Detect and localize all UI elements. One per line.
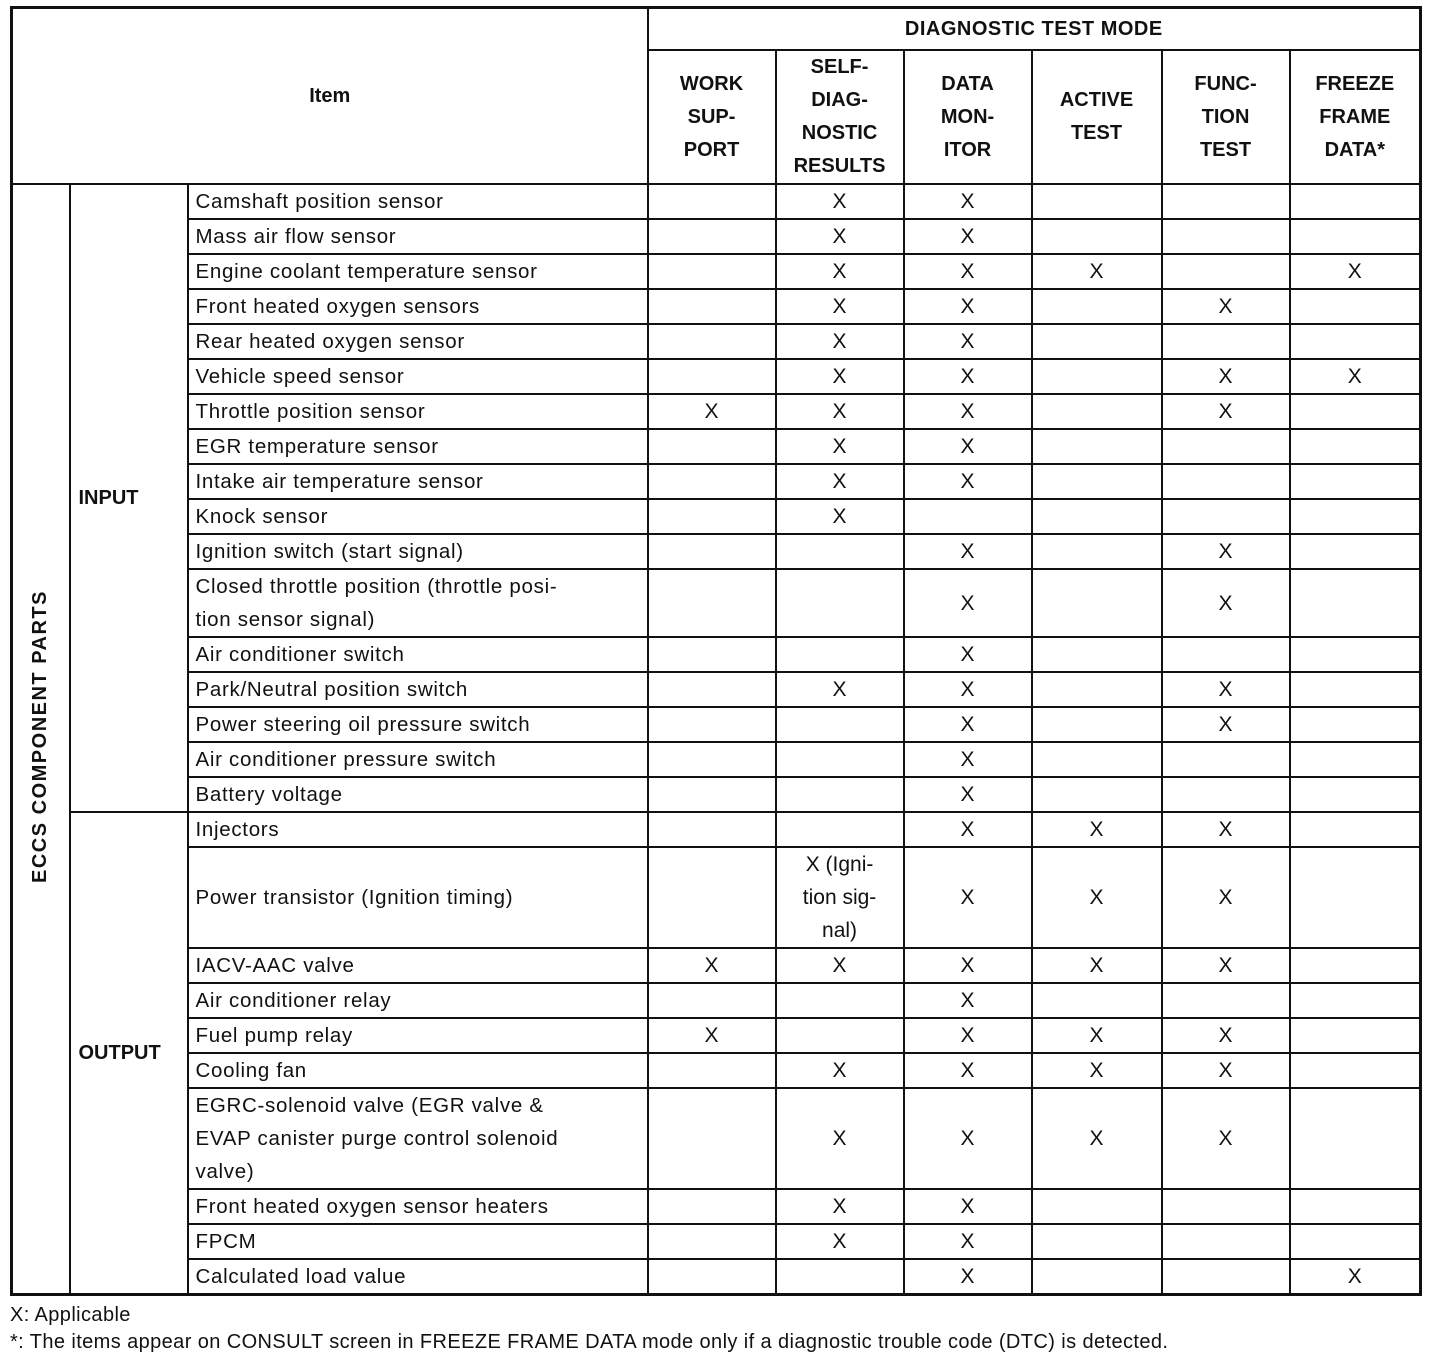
item-cell xyxy=(188,1088,648,1189)
table-row xyxy=(12,254,1421,289)
item-line: Closed throttle position (throttle posi- xyxy=(195,575,558,598)
item-cell xyxy=(188,812,648,847)
mark-freeze-frame-data xyxy=(1290,464,1421,499)
col-header-line: MON- xyxy=(940,105,995,128)
mark-self-diagnostic-results: X xyxy=(776,289,904,324)
mark-function-test xyxy=(1162,1189,1290,1224)
mark-function-test xyxy=(1162,983,1290,1018)
mark-work-support: X xyxy=(648,948,776,983)
mark-active-test xyxy=(1032,289,1162,324)
mark-active-test xyxy=(1032,464,1162,499)
table-row xyxy=(12,219,1421,254)
mark-work-support xyxy=(648,569,776,637)
table-row xyxy=(12,569,1421,637)
mark-freeze-frame-data xyxy=(1290,429,1421,464)
mark-freeze-frame-data xyxy=(1290,289,1421,324)
col-header-line: ACTIVE xyxy=(1059,89,1134,111)
item-cell xyxy=(188,777,648,812)
mark-data-monitor: X xyxy=(904,324,1032,359)
mark-self-diagnostic-results xyxy=(776,534,904,569)
mark-function-test xyxy=(1162,254,1290,289)
item-line: Engine coolant temperature sensor xyxy=(195,260,538,283)
mark-function-test xyxy=(1162,184,1290,219)
mark-active-test xyxy=(1032,534,1162,569)
mark-work-support xyxy=(648,672,776,707)
mark-self-diagnostic-results: X xyxy=(776,429,904,464)
mark-freeze-frame-data xyxy=(1290,219,1421,254)
col-header-line: TEST xyxy=(1199,138,1252,161)
item-cell xyxy=(188,742,648,777)
mark-data-monitor: X xyxy=(904,707,1032,742)
mark-self-diagnostic-results xyxy=(776,742,904,777)
mark-data-monitor: X xyxy=(904,394,1032,429)
table-row xyxy=(12,707,1421,742)
mark-data-monitor: X xyxy=(904,464,1032,499)
mark-active-test xyxy=(1032,672,1162,707)
mark-self-diagnostic-results xyxy=(776,637,904,672)
table-row xyxy=(12,359,1421,394)
item-line: Camshaft position sensor xyxy=(195,190,444,213)
col-header-line: FUNC- xyxy=(1194,72,1257,95)
item-line: Vehicle speed sensor xyxy=(195,365,405,388)
mark-self-diagnostic-results: X xyxy=(776,1189,904,1224)
mark-freeze-frame-data xyxy=(1290,847,1421,948)
table-row xyxy=(12,777,1421,812)
mark-data-monitor: X xyxy=(904,742,1032,777)
mark-freeze-frame-data: X xyxy=(1290,359,1421,394)
mark-data-monitor xyxy=(904,499,1032,534)
mark-function-test xyxy=(1162,742,1290,777)
item-line: Front heated oxygen sensors xyxy=(195,295,480,318)
mark-freeze-frame-data xyxy=(1290,1018,1421,1053)
col-header-line: WORK xyxy=(679,72,744,95)
mark-function-test xyxy=(1162,324,1290,359)
mark-data-monitor: X xyxy=(904,637,1032,672)
mark-active-test xyxy=(1032,569,1162,637)
mark-self-diagnostic-results: X xyxy=(776,359,904,394)
item-line: EGR temperature sensor xyxy=(195,435,439,458)
mark-function-test: X xyxy=(1162,534,1290,569)
mark-freeze-frame-data xyxy=(1290,324,1421,359)
mark-data-monitor: X xyxy=(904,812,1032,847)
mark-active-test xyxy=(1032,324,1162,359)
mark-active-test xyxy=(1032,429,1162,464)
mark-freeze-frame-data xyxy=(1290,1224,1421,1259)
mark-function-test: X xyxy=(1162,847,1290,948)
mark-data-monitor: X xyxy=(904,1018,1032,1053)
item-cell xyxy=(188,464,648,499)
mark-data-monitor: X xyxy=(904,219,1032,254)
mark-work-support xyxy=(648,289,776,324)
mark-self-diagnostic-results xyxy=(776,983,904,1018)
col-header-line: FREEZE xyxy=(1315,72,1395,95)
mark-self-diagnostic-results xyxy=(776,707,904,742)
mark-active-test xyxy=(1032,1189,1162,1224)
mark-self-diagnostic-results: X xyxy=(776,464,904,499)
mark-self-diagnostic-results: X xyxy=(776,499,904,534)
mark-self-diagnostic-results: X xyxy=(776,948,904,983)
item-line: Air conditioner pressure switch xyxy=(195,748,497,771)
note-applicable: X: Applicable xyxy=(10,1304,131,1326)
item-line: Power steering oil pressure switch xyxy=(195,713,531,736)
mark-function-test xyxy=(1162,637,1290,672)
col-header-function-test xyxy=(1162,50,1290,184)
table-row xyxy=(12,847,1421,948)
mark-data-monitor: X xyxy=(904,1053,1032,1088)
mark-self-diagnostic-results: X xyxy=(776,184,904,219)
table-row xyxy=(12,742,1421,777)
mark-work-support xyxy=(648,429,776,464)
document xyxy=(10,6,1422,1356)
mark-active-test: X xyxy=(1032,1053,1162,1088)
mark-freeze-frame-data xyxy=(1290,812,1421,847)
diagnostic-test-mode-header: DIAGNOSTIC TEST MODE xyxy=(648,8,1421,51)
item-cell xyxy=(188,324,648,359)
item-line: Cooling fan xyxy=(195,1059,307,1082)
mark-work-support xyxy=(648,637,776,672)
item-cell xyxy=(188,534,648,569)
mark-data-monitor: X xyxy=(904,777,1032,812)
group-label-text: ECCS COMPONENT PARTS xyxy=(29,590,52,883)
col-header-line: NOSTIC xyxy=(801,122,878,144)
item-line: Ignition switch (start signal) xyxy=(195,540,464,563)
mark-data-monitor: X xyxy=(904,289,1032,324)
mark-work-support xyxy=(648,707,776,742)
mark-function-test: X xyxy=(1162,569,1290,637)
item-line: IACV-AAC valve xyxy=(195,954,355,977)
table-row xyxy=(12,464,1421,499)
item-line: FPCM xyxy=(195,1230,257,1253)
table-row xyxy=(12,1259,1421,1295)
mark-data-monitor: X xyxy=(904,184,1032,219)
table-row xyxy=(12,637,1421,672)
mark-self-diagnostic-results: X xyxy=(776,1053,904,1088)
item-line: Air conditioner switch xyxy=(195,643,405,666)
mark-work-support xyxy=(648,777,776,812)
eccs-component-parts-label xyxy=(12,184,70,1295)
mark-data-monitor: X xyxy=(904,1259,1032,1295)
mark-active-test: X xyxy=(1032,1088,1162,1189)
mark-active-test xyxy=(1032,499,1162,534)
col-header-line: PORT xyxy=(683,138,740,161)
item-cell xyxy=(188,254,648,289)
mark-freeze-frame-data xyxy=(1290,569,1421,637)
table-row xyxy=(12,429,1421,464)
table-body xyxy=(12,184,1421,1295)
mark-function-test: X xyxy=(1162,1088,1290,1189)
mark-active-test: X xyxy=(1032,847,1162,948)
item-cell xyxy=(188,289,648,324)
mark-work-support xyxy=(648,499,776,534)
footnotes xyxy=(10,1302,1422,1356)
mark-data-monitor: X xyxy=(904,1224,1032,1259)
item-line: Mass air flow sensor xyxy=(195,225,397,248)
item-line: Fuel pump relay xyxy=(195,1024,353,1047)
mark-self-diagnostic-results: X xyxy=(776,672,904,707)
item-cell xyxy=(188,948,648,983)
mark-function-test xyxy=(1162,429,1290,464)
mark-data-monitor: X xyxy=(904,429,1032,464)
item-line: Rear heated oxygen sensor xyxy=(195,330,465,353)
mark-function-test xyxy=(1162,777,1290,812)
mark-self-diagnostic-results: X xyxy=(776,1088,904,1189)
table-row xyxy=(12,499,1421,534)
mark-work-support xyxy=(648,983,776,1018)
item-cell xyxy=(188,672,648,707)
mark-data-monitor: X xyxy=(904,1088,1032,1189)
col-header-line: TEST xyxy=(1070,122,1123,144)
item-line: Power transistor (Ignition timing) xyxy=(195,886,514,909)
mark-freeze-frame-data xyxy=(1290,499,1421,534)
item-cell xyxy=(188,1224,648,1259)
mark-freeze-frame-data: X xyxy=(1290,254,1421,289)
item-line: Battery voltage xyxy=(195,783,343,806)
mark-function-test: X xyxy=(1162,707,1290,742)
mark-work-support xyxy=(648,1259,776,1295)
section-label-output: OUTPUT xyxy=(70,812,188,1295)
table-row xyxy=(12,812,1421,847)
item-cell xyxy=(188,184,648,219)
mark-function-test: X xyxy=(1162,672,1290,707)
item-cell xyxy=(188,1259,648,1295)
col-header-line: ITOR xyxy=(943,138,992,161)
item-line: Air conditioner relay xyxy=(195,989,392,1012)
table-row xyxy=(12,184,1421,219)
mark-work-support xyxy=(648,534,776,569)
table-row xyxy=(12,1189,1421,1224)
mark-function-test: X xyxy=(1162,394,1290,429)
item-cell xyxy=(188,429,648,464)
col-header-line: TION xyxy=(1201,105,1250,128)
item-line: Injectors xyxy=(195,818,280,841)
mark-self-diagnostic-results xyxy=(776,777,904,812)
col-header-line: RESULTS xyxy=(793,155,886,177)
mark-self-diagnostic-results: X xyxy=(776,394,904,429)
mark-function-test xyxy=(1162,464,1290,499)
col-header-line: SUP- xyxy=(687,105,736,128)
item-cell xyxy=(188,983,648,1018)
table-row xyxy=(12,1018,1421,1053)
item-cell xyxy=(188,1018,648,1053)
mark-self-diagnostic-results xyxy=(776,1259,904,1295)
mark-function-test: X xyxy=(1162,948,1290,983)
item-cell xyxy=(188,569,648,637)
item-cell xyxy=(188,1189,648,1224)
item-cell xyxy=(188,499,648,534)
col-header-line: DATA xyxy=(941,72,994,95)
mark-function-test xyxy=(1162,1224,1290,1259)
item-line: Throttle position sensor xyxy=(195,400,426,423)
col-header-self-diagnostic-results xyxy=(776,50,904,184)
mark-active-test xyxy=(1032,219,1162,254)
mark-active-test xyxy=(1032,742,1162,777)
mark-self-diagnostic-results xyxy=(776,1018,904,1053)
table-row xyxy=(12,1053,1421,1088)
mark-function-test: X xyxy=(1162,359,1290,394)
col-header-active-test xyxy=(1032,50,1162,184)
mark-self-diagnostic-results xyxy=(776,569,904,637)
mark-self-diagnostic-results: X (Igni- tion sig- nal) xyxy=(776,847,904,948)
item-cell xyxy=(188,707,648,742)
item-line: Intake air temperature sensor xyxy=(195,470,484,493)
mark-freeze-frame-data xyxy=(1290,742,1421,777)
item-line: Park/Neutral position switch xyxy=(195,678,469,701)
mark-function-test: X xyxy=(1162,1053,1290,1088)
mark-active-test xyxy=(1032,777,1162,812)
mark-data-monitor: X xyxy=(904,847,1032,948)
table-row xyxy=(12,983,1421,1018)
mark-data-monitor: X xyxy=(904,1189,1032,1224)
col-header-data-monitor xyxy=(904,50,1032,184)
mark-active-test: X xyxy=(1032,948,1162,983)
item-line: Front heated oxygen sensor heaters xyxy=(195,1195,549,1218)
item-cell xyxy=(188,394,648,429)
mark-active-test xyxy=(1032,1224,1162,1259)
mark-work-support xyxy=(648,1053,776,1088)
mark-work-support xyxy=(648,812,776,847)
mark-active-test xyxy=(1032,707,1162,742)
mark-work-support xyxy=(648,1088,776,1189)
mark-work-support xyxy=(648,847,776,948)
item-line: valve) xyxy=(195,1160,255,1183)
mark-freeze-frame-data xyxy=(1290,394,1421,429)
mark-work-support xyxy=(648,1224,776,1259)
col-header-line: DATA* xyxy=(1324,138,1385,161)
mark-data-monitor: X xyxy=(904,359,1032,394)
table-row xyxy=(12,394,1421,429)
item-line: Knock sensor xyxy=(195,505,329,528)
header-row-1 xyxy=(12,8,1421,51)
table-row xyxy=(12,1088,1421,1189)
mark-freeze-frame-data xyxy=(1290,1088,1421,1189)
mark-function-test: X xyxy=(1162,289,1290,324)
table-row xyxy=(12,672,1421,707)
mark-data-monitor: X xyxy=(904,983,1032,1018)
item-cell xyxy=(188,637,648,672)
mark-self-diagnostic-results: X xyxy=(776,254,904,289)
mark-freeze-frame-data xyxy=(1290,707,1421,742)
col-header-freeze-frame-data xyxy=(1290,50,1421,184)
col-header-line: FRAME xyxy=(1319,105,1391,128)
mark-active-test xyxy=(1032,184,1162,219)
mark-work-support xyxy=(648,1189,776,1224)
table-row xyxy=(12,289,1421,324)
mark-freeze-frame-data xyxy=(1290,777,1421,812)
mark-freeze-frame-data xyxy=(1290,983,1421,1018)
section-label-input: INPUT xyxy=(70,184,188,812)
table-row xyxy=(12,324,1421,359)
mark-data-monitor: X xyxy=(904,672,1032,707)
mark-active-test: X xyxy=(1032,812,1162,847)
mark-function-test: X xyxy=(1162,812,1290,847)
item-cell xyxy=(188,1053,648,1088)
table-row xyxy=(12,948,1421,983)
mark-function-test xyxy=(1162,1259,1290,1295)
mark-work-support xyxy=(648,464,776,499)
mark-self-diagnostic-results xyxy=(776,812,904,847)
mark-freeze-frame-data xyxy=(1290,948,1421,983)
mark-work-support xyxy=(648,254,776,289)
mark-work-support xyxy=(648,742,776,777)
mark-work-support xyxy=(648,184,776,219)
mark-self-diagnostic-results: X xyxy=(776,324,904,359)
mark-function-test: X xyxy=(1162,1018,1290,1053)
mark-function-test xyxy=(1162,499,1290,534)
mark-data-monitor: X xyxy=(904,534,1032,569)
mark-work-support xyxy=(648,219,776,254)
diagnostic-test-mode-table xyxy=(10,6,1422,1296)
item-cell xyxy=(188,847,648,948)
mark-work-support: X xyxy=(648,394,776,429)
item-line: EVAP canister purge control solenoid xyxy=(195,1127,559,1150)
mark-work-support xyxy=(648,324,776,359)
mark-data-monitor: X xyxy=(904,569,1032,637)
col-header-work-support xyxy=(648,50,776,184)
mark-freeze-frame-data xyxy=(1290,637,1421,672)
table-row xyxy=(12,1224,1421,1259)
mark-active-test xyxy=(1032,359,1162,394)
item-cell xyxy=(188,219,648,254)
mark-freeze-frame-data xyxy=(1290,534,1421,569)
mark-self-diagnostic-results: X xyxy=(776,1224,904,1259)
note-freeze-frame: *: The items appear on CONSULT screen in FREEZE FRAME DATA mode only if a diagnostic trouble code (DTC) is detected. xyxy=(10,1331,1169,1353)
mark-freeze-frame-data xyxy=(1290,184,1421,219)
mark-active-test xyxy=(1032,983,1162,1018)
mark-function-test xyxy=(1162,219,1290,254)
mark-freeze-frame-data xyxy=(1290,672,1421,707)
mark-work-support xyxy=(648,359,776,394)
item-line: Calculated load value xyxy=(195,1265,407,1288)
mark-freeze-frame-data xyxy=(1290,1053,1421,1088)
item-line: tion sensor signal) xyxy=(195,608,376,631)
item-cell xyxy=(188,359,648,394)
item-line: EGRC-solenoid valve (EGR valve & xyxy=(195,1094,544,1117)
mark-freeze-frame-data xyxy=(1290,1189,1421,1224)
table-row xyxy=(12,534,1421,569)
mark-active-test xyxy=(1032,637,1162,672)
item-header: Item xyxy=(12,8,648,185)
mark-self-diagnostic-results: X xyxy=(776,219,904,254)
mark-data-monitor: X xyxy=(904,948,1032,983)
col-header-line: SELF- xyxy=(810,56,869,78)
mark-work-support: X xyxy=(648,1018,776,1053)
mark-data-monitor: X xyxy=(904,254,1032,289)
mark-active-test: X xyxy=(1032,254,1162,289)
col-header-line: DIAG- xyxy=(811,89,868,111)
mark-active-test xyxy=(1032,394,1162,429)
mark-active-test xyxy=(1032,1259,1162,1295)
mark-active-test: X xyxy=(1032,1018,1162,1053)
mark-freeze-frame-data: X xyxy=(1290,1259,1421,1295)
